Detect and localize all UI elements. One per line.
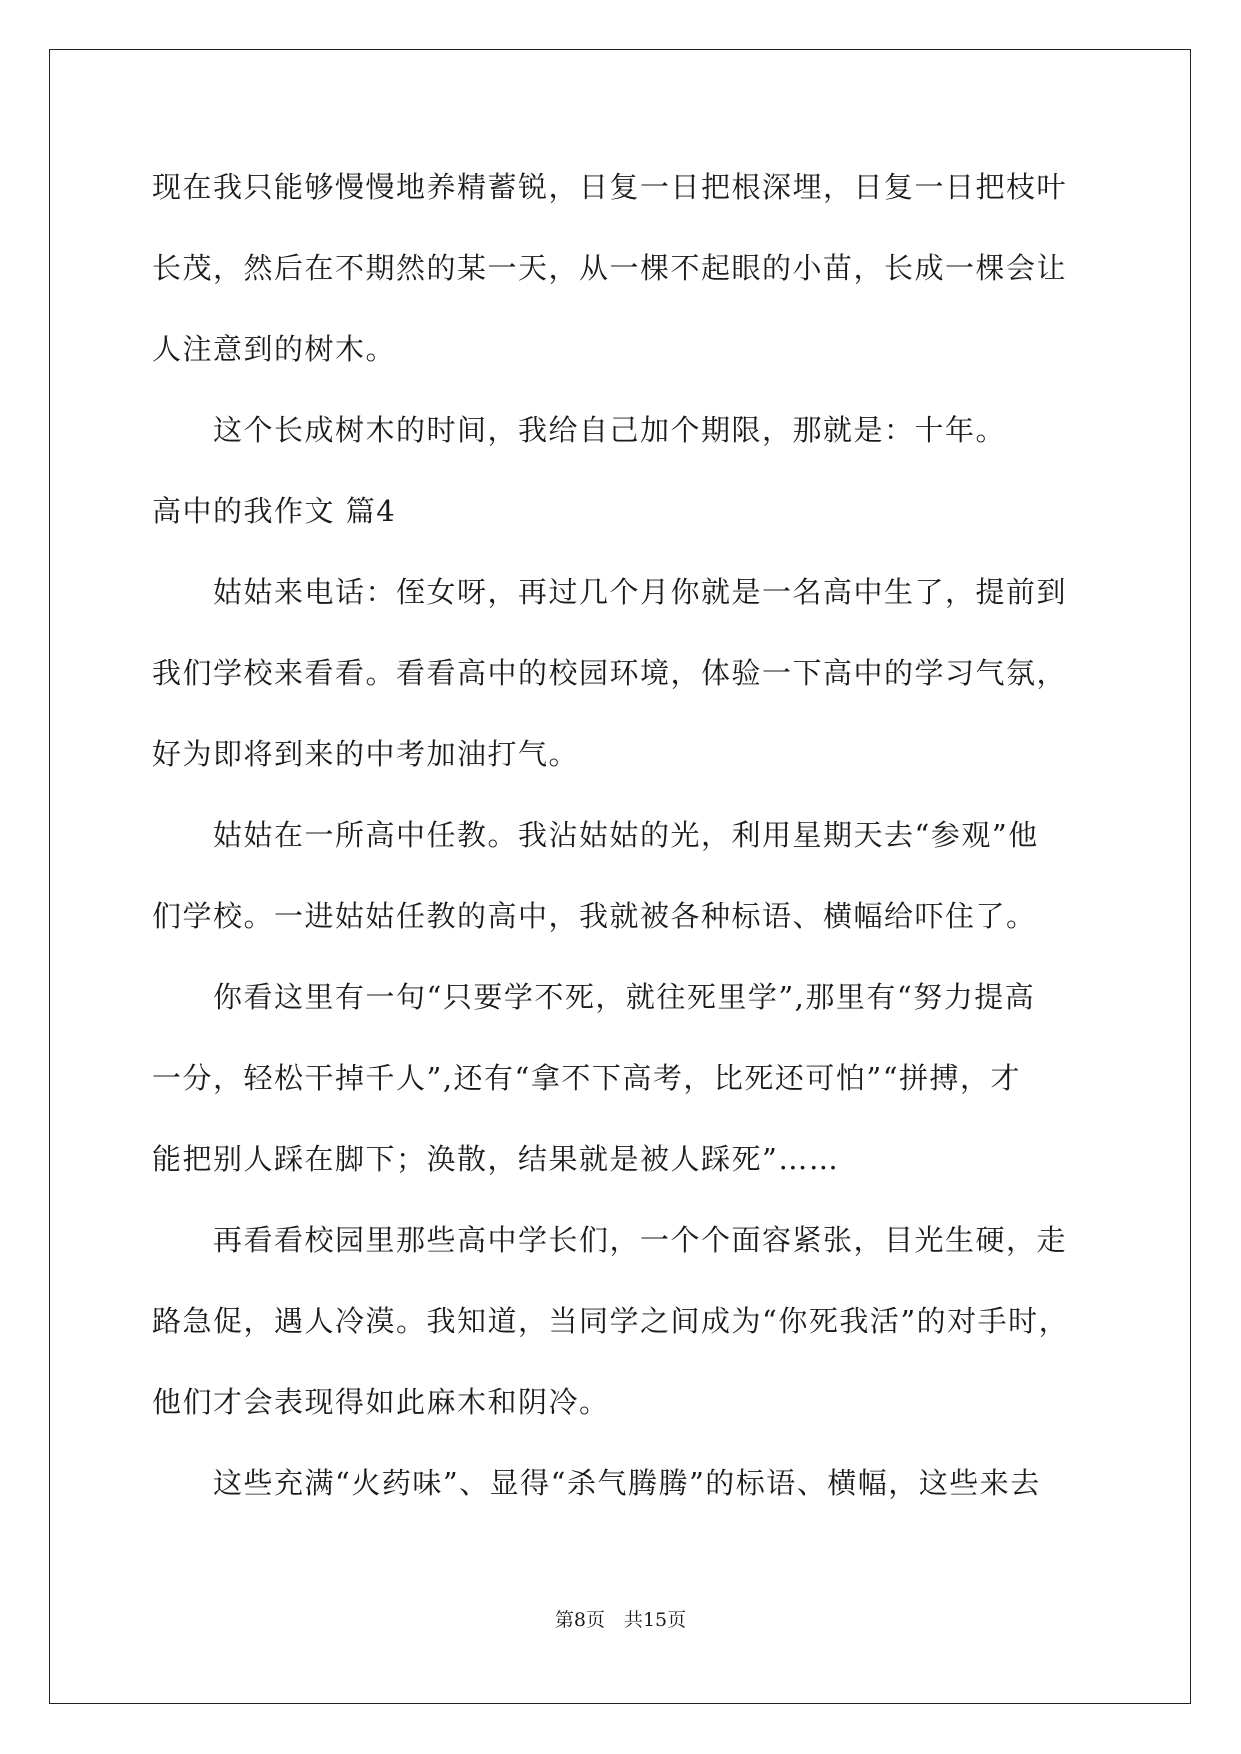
text-line: 他们才会表现得如此麻木和阴冷。 <box>152 1385 610 1419</box>
text-line: 长茂，然后在不期然的某一天，从一棵不起眼的小苗，长成一棵会让 <box>152 251 1068 285</box>
text-line: 你看这里有一句“只要学不死，就往死里学”,那里有“努力提高 <box>152 980 1036 1014</box>
text-line: 姑姑来电话：侄女呀，再过几个月你就是一名高中生了，提前到 <box>152 575 1068 609</box>
text-line: 们学校。一进姑姑任教的高中，我就被各种标语、横幅给吓住了。 <box>152 899 1037 933</box>
text-line: 路急促，遇人冷漠。我知道，当同学之间成为“你死我活”的对手时， <box>152 1304 1070 1338</box>
text-line: 现在我只能够慢慢地养精蓄锐，日复一日把根深埋，日复一日把枝叶 <box>152 170 1068 204</box>
document-body <box>152 147 1092 1524</box>
text-line: 一分，轻松干掉千人”,还有“拿不下高考，比死还可怕”“拼搏，才 <box>152 1061 1022 1095</box>
text-line: 好为即将到来的中考加油打气。 <box>152 737 580 771</box>
text-line: 姑姑在一所高中任教。我沾姑姑的光，利用星期天去“参观”他 <box>152 818 1039 852</box>
text-line: 这个长成树木的时间，我给自己加个期限，那就是：十年。 <box>152 413 1007 447</box>
text-line: 这些充满“火药味”、显得“杀气腾腾”的标语、横幅，这些来去 <box>152 1466 1041 1500</box>
text-line: 再看看校园里那些高中学长们，一个个面容紧张，目光生硬，走 <box>152 1223 1068 1257</box>
page-number: 第8页 共15页 <box>554 1609 687 1631</box>
text-line: 人注意到的树木。 <box>152 332 397 366</box>
text-line: 能把别人踩在脚下；涣散，结果就是被人踩死”…… <box>152 1142 840 1176</box>
text-line: 我们学校来看看。看看高中的校园环境，体验一下高中的学习气氛， <box>152 656 1068 690</box>
section-heading: 高中的我作文 篇4 <box>152 494 397 528</box>
